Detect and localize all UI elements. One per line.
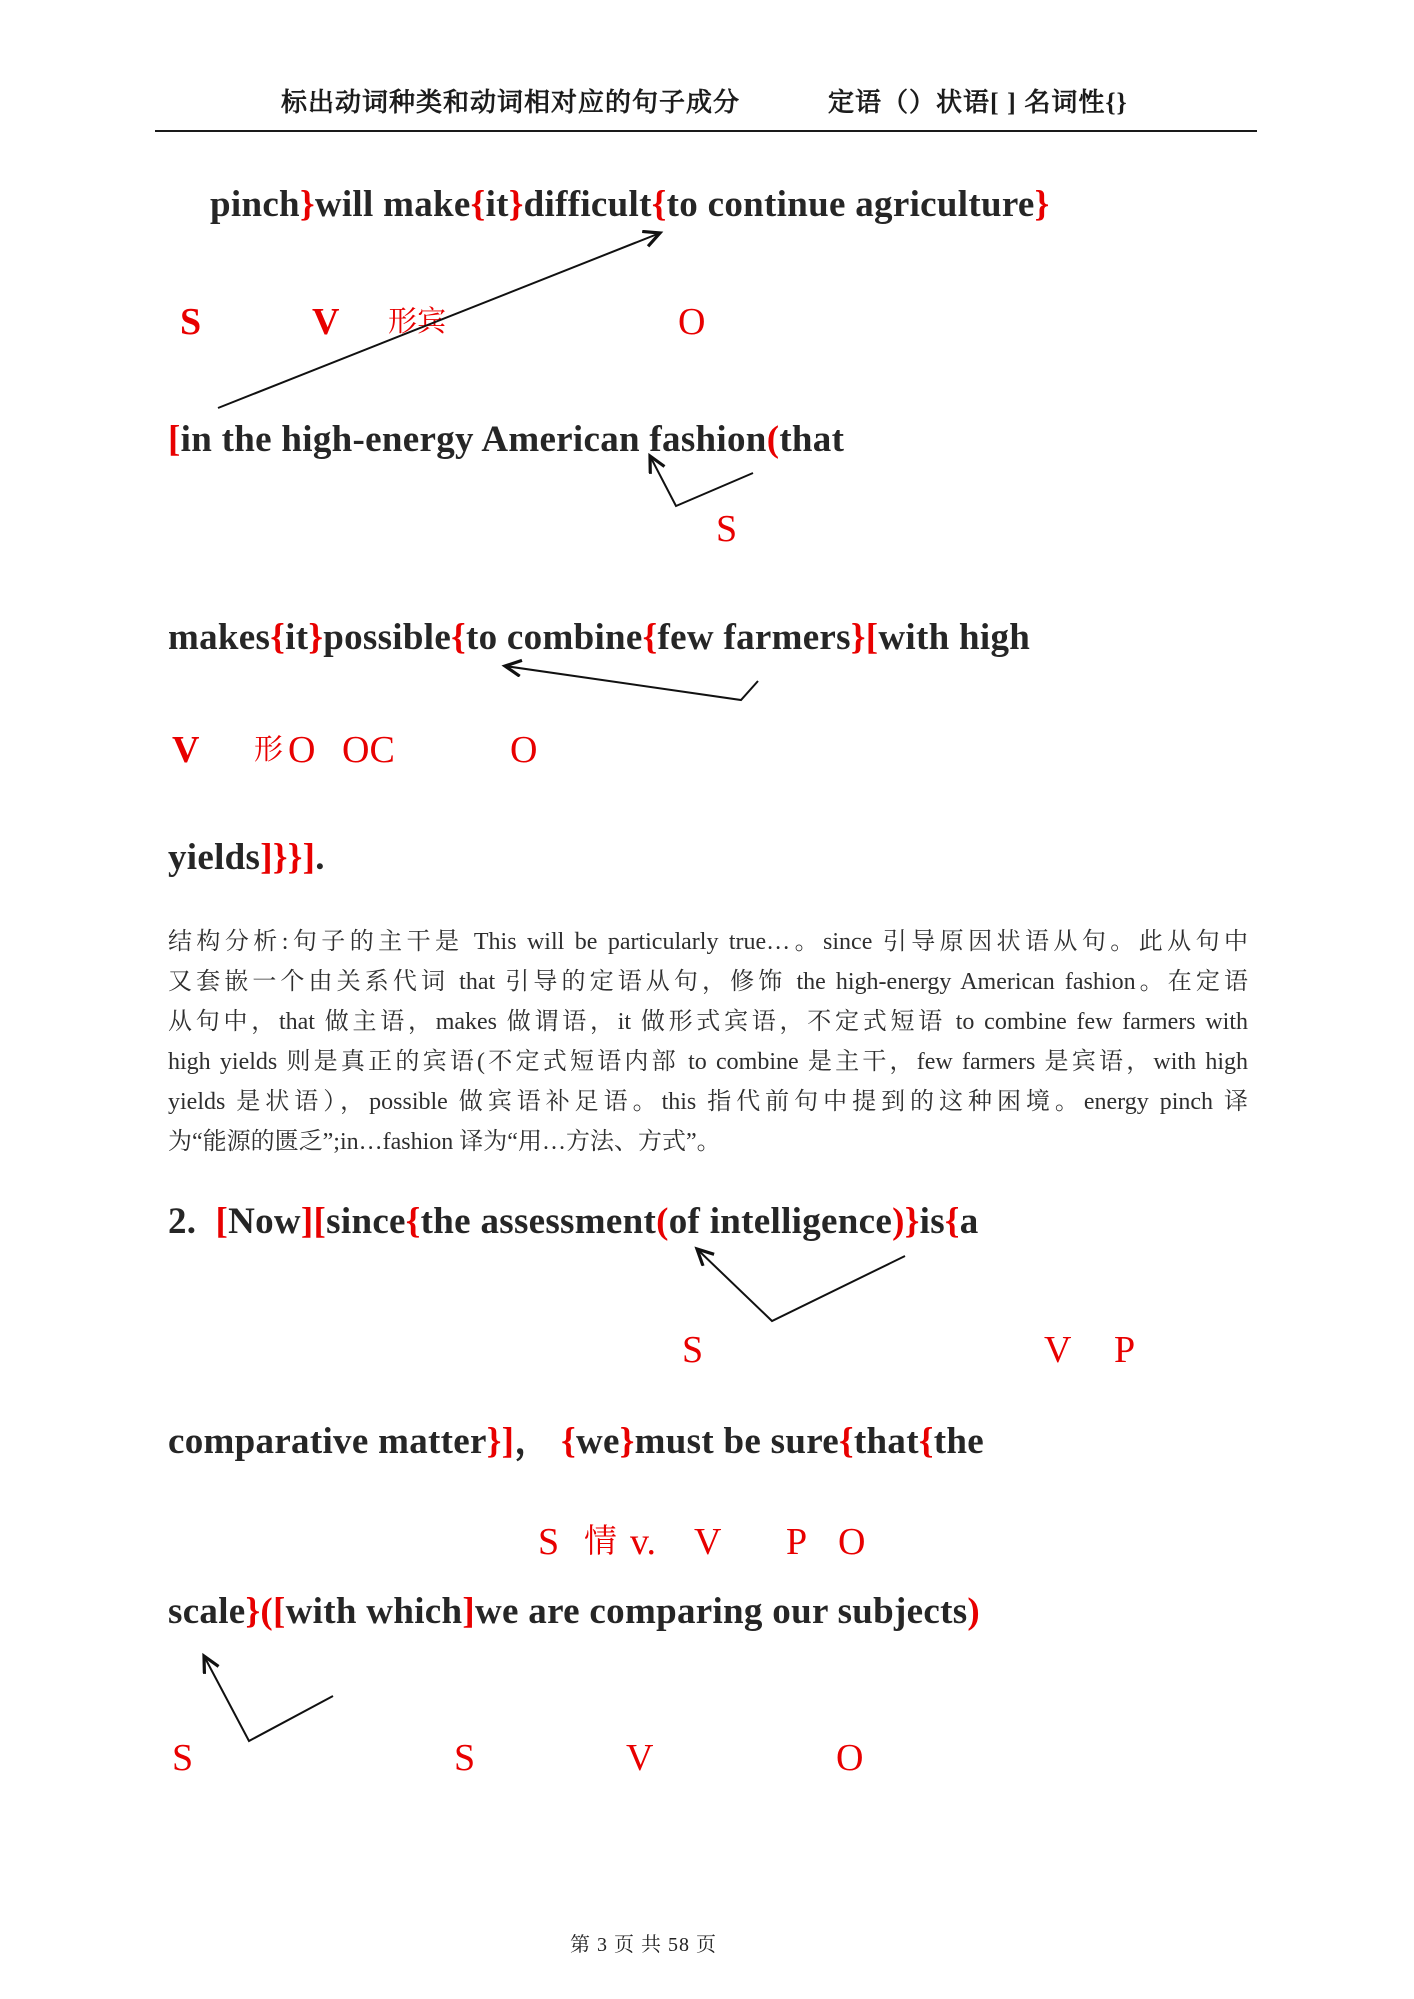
text-segment: possible — [323, 617, 452, 658]
grammar-label: P — [1114, 1329, 1136, 1371]
sentence-line-5 — [168, 1200, 979, 1243]
text-segment: the — [933, 1421, 984, 1462]
text-segment: }] — [486, 1421, 515, 1462]
grammar-label: 形 — [254, 734, 284, 766]
text-segment: [ — [168, 419, 181, 460]
text-segment: } — [1034, 184, 1050, 225]
grammar-label: O — [288, 729, 316, 771]
sentence-line-2 — [168, 418, 844, 461]
sentence-line-1 — [210, 183, 1050, 226]
grammar-label: 情 — [584, 1524, 617, 1560]
text-segment: { — [451, 617, 466, 658]
sentence-line-7 — [168, 1590, 980, 1633]
page-number: 第 3 页 共 58 页 — [570, 1934, 717, 1956]
text-segment: { — [918, 1421, 934, 1462]
text-segment: ， — [514, 1421, 562, 1462]
annotation-arrow — [697, 1249, 905, 1321]
text-segment: scale — [168, 1591, 246, 1632]
analysis-line: 从句中，that 做主语，makes 做谓语，it 做形式宾语，不定式短语 to combine few farmers with — [168, 1009, 1248, 1035]
text-segment: it — [485, 184, 509, 225]
text-segment: ][ — [300, 1201, 327, 1242]
text-segment: yields — [168, 837, 261, 878]
grammar-label: 形宾 — [388, 306, 447, 338]
grammar-label: P — [786, 1521, 808, 1563]
text-segment: } — [308, 617, 324, 658]
grammar-label: S — [454, 1737, 476, 1779]
header-rule — [155, 130, 1257, 132]
text-segment: of intelligence — [668, 1201, 893, 1242]
text-segment: to continue agriculture — [666, 184, 1035, 225]
text-segment: Now — [228, 1201, 301, 1242]
text-segment: ) — [967, 1591, 981, 1632]
text-segment: with high — [878, 617, 1031, 658]
grammar-label: S — [682, 1329, 704, 1371]
text-segment: ( — [766, 419, 780, 460]
grammar-label-row-2 — [0, 505, 1414, 557]
grammar-label: V — [626, 1737, 654, 1779]
text-segment: in the high-energy American fashion — [180, 419, 767, 460]
header-left-title: 标出动词种类和动词相对应的句子成分 — [281, 88, 741, 117]
analysis-line: 结构分析:句子的主干是 This will be particularly true…。since 引导原因状语从句。此从句中 — [168, 929, 1248, 955]
text-segment: is — [919, 1201, 945, 1242]
text-segment: } — [619, 1421, 635, 1462]
text-segment: comparative matter — [168, 1421, 487, 1462]
text-segment: [ — [215, 1201, 229, 1242]
text-segment: }([ — [245, 1591, 286, 1632]
grammar-label-row-6 — [0, 1734, 1414, 1786]
text-segment: { — [642, 617, 658, 658]
grammar-label: v. — [630, 1521, 657, 1563]
analysis-line: 又套嵌一个由关系代词 that 引导的定语从句，修饰 the high-energy American fashion。在定语 — [168, 969, 1248, 995]
grammar-label: O — [678, 301, 706, 343]
text-segment: makes — [168, 617, 271, 658]
text-segment: 2. — [168, 1201, 216, 1242]
sentence-line-4 — [168, 836, 325, 879]
text-segment: { — [839, 1421, 854, 1462]
text-segment: { — [470, 184, 486, 225]
text-segment: will make — [314, 184, 471, 225]
grammar-label: V — [1044, 1329, 1072, 1371]
analysis-line: 为“能源的匮乏”;in…fashion 译为“用…方法、方式”。 — [168, 1129, 721, 1155]
text-segment: )} — [892, 1201, 920, 1242]
structure-analysis-paragraph — [168, 922, 1248, 1162]
grammar-label-row-3 — [0, 726, 1414, 778]
text-segment: we — [576, 1421, 620, 1462]
text-segment: ( — [656, 1201, 669, 1242]
text-segment: that — [853, 1421, 919, 1462]
annotation-arrow — [505, 666, 758, 700]
sentence-line-3 — [168, 616, 1030, 659]
sentence-line-6 — [168, 1410, 984, 1464]
text-segment: { — [270, 617, 286, 658]
annotation-arrow — [650, 456, 753, 506]
text-segment: { — [651, 184, 667, 225]
grammar-label: V — [172, 729, 200, 771]
grammar-label: V — [694, 1521, 722, 1563]
text-segment: with which — [285, 1591, 463, 1632]
text-segment: must be sure — [634, 1421, 840, 1462]
text-segment: since — [326, 1201, 406, 1242]
text-segment: . — [315, 837, 325, 878]
text-segment: ]}}] — [260, 837, 316, 878]
text-segment: } — [508, 184, 524, 225]
text-segment: the assessment — [420, 1201, 657, 1242]
text-segment: a — [959, 1201, 979, 1242]
grammar-label: S — [538, 1521, 560, 1563]
grammar-label: S — [172, 1737, 194, 1779]
header-notation-legend: 定语（）状语[ ] 名词性{} — [828, 88, 1128, 117]
text-segment: pinch — [210, 184, 300, 225]
text-segment: } — [850, 617, 866, 658]
grammar-label-row-1 — [0, 298, 1414, 350]
text-segment: it — [285, 617, 309, 658]
grammar-label: OC — [342, 729, 395, 771]
text-segment: difficult — [523, 184, 652, 225]
text-segment: { — [405, 1201, 421, 1242]
text-segment: { — [944, 1201, 960, 1242]
grammar-label: O — [510, 729, 538, 771]
analysis-line: high yields 则是真正的宾语(不定式短语内部 to combine 是主干，few farmers 是宾语，with high — [168, 1049, 1248, 1075]
text-segment: few farmers — [657, 617, 851, 658]
grammar-label: O — [838, 1521, 866, 1563]
text-segment: to combine — [465, 617, 643, 658]
grammar-label: O — [836, 1737, 864, 1779]
analysis-line: yields 是状语），possible 做宾语补足语。this 指代前句中提到的这种困境。energy pinch 译 — [168, 1089, 1248, 1115]
grammar-label-row-5 — [0, 1518, 1414, 1570]
text-segment: we are comparing our subjects — [475, 1591, 968, 1632]
grammar-label: V — [312, 301, 340, 343]
text-segment: ] — [462, 1591, 476, 1632]
grammar-label: S — [180, 301, 202, 343]
text-segment: } — [299, 184, 315, 225]
grammar-label: S — [716, 508, 738, 550]
text-segment: that — [779, 419, 845, 460]
text-segment: { — [561, 1421, 576, 1462]
grammar-label-row-4 — [0, 1326, 1414, 1378]
text-segment: [ — [865, 617, 879, 658]
annotation-arrow — [204, 1656, 333, 1741]
